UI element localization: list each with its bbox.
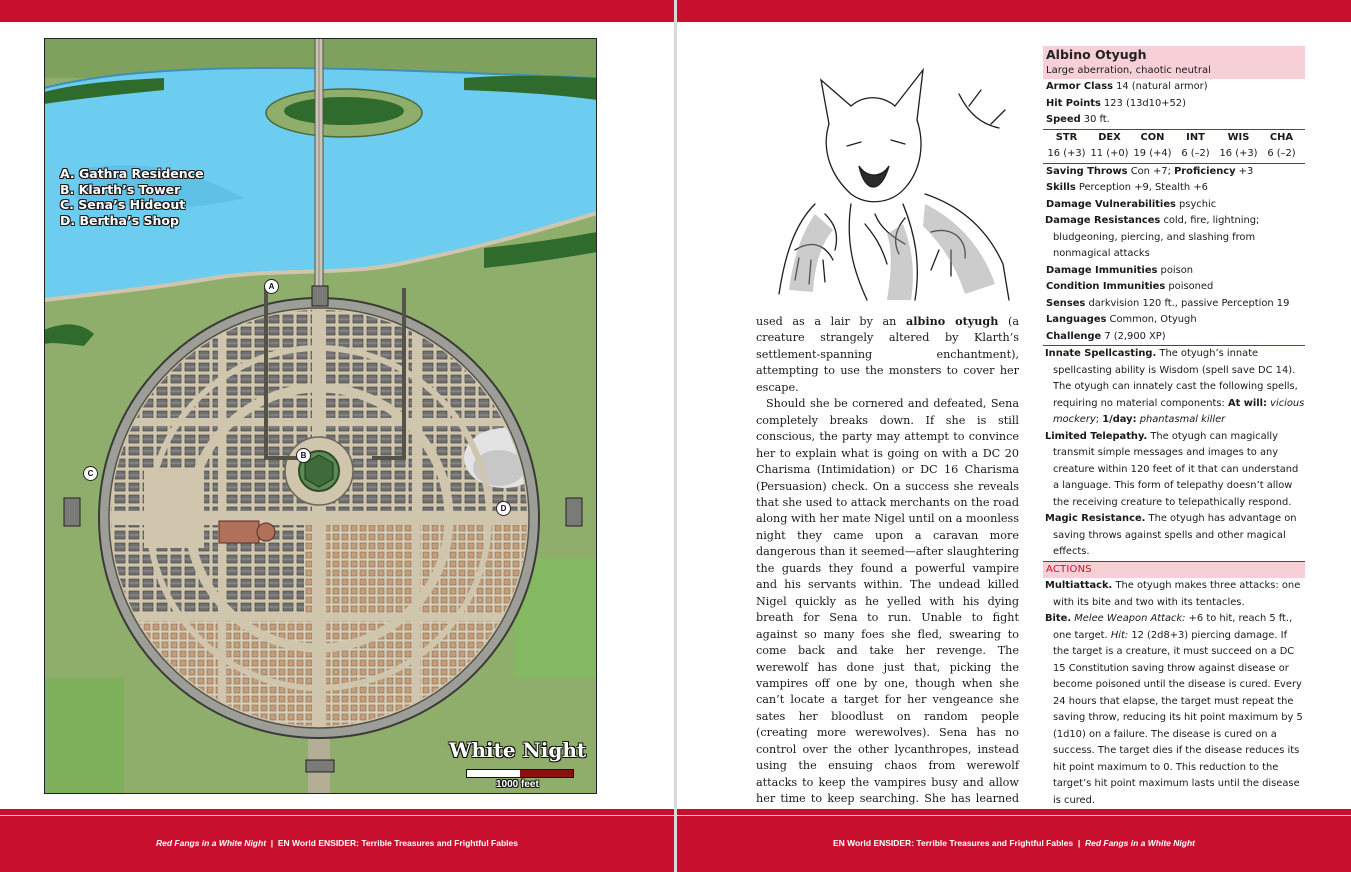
innate-spellcasting-name: Innate Spellcasting. bbox=[1045, 348, 1157, 359]
at-will-spell: vicious mockery bbox=[1053, 397, 1305, 425]
saving-throws-label: Saving Throws bbox=[1046, 165, 1128, 177]
ability-headers bbox=[1043, 130, 1305, 147]
narrative-p1-end: (a creature strangely altered by Klarth’s settlement-spanning enchantment), attempting to use the monsters to cover her escape. bbox=[756, 315, 1019, 394]
damage-immunities-value: poison bbox=[1160, 264, 1194, 276]
footer-separator: | bbox=[1077, 838, 1081, 848]
ability-str-value: 16 (+3) bbox=[1047, 148, 1086, 159]
senses-value: darkvision 120 ft., passive Perception 19 bbox=[1088, 297, 1290, 309]
ability-dex-header: DEX bbox=[1098, 131, 1121, 143]
ability-int-value: 6 (–2) bbox=[1181, 148, 1210, 159]
trait-limited-telepathy bbox=[1043, 429, 1305, 512]
ability-con-header: CON bbox=[1140, 131, 1165, 143]
narrative-p1-highlight: albino otyugh bbox=[906, 314, 999, 328]
per-day-label: 1/day: bbox=[1102, 414, 1137, 425]
trait-magic-resistance bbox=[1043, 511, 1305, 561]
at-will-label: At will: bbox=[1227, 397, 1267, 409]
top-red-band bbox=[677, 0, 1351, 22]
hit-points-label: Hit Points bbox=[1046, 97, 1101, 109]
damage-vulnerabilities-label: Damage Vulnerabilities bbox=[1046, 198, 1176, 210]
narrative-p1-start: used as a lair by an bbox=[756, 315, 906, 328]
narrative-paragraph-2: Should she be cornered and defeated, Sena completely breaks down. If she is still conscious, the party may attempt to convince her to explain what is going on with a DC 20 Charisma (Intimidation) or DC 16 Charisma (Persuasion) check. On a success she reveals that she used to attack merchants on the road along with her mate Nigel until on a moonless night they came upon a caravan more dangerous than it seemed—after slaughtering the guards they found a powerful vampire and his servants within. The undead killed Nigel quickly as he yelled with his dying breath for Sena to run. Unable to fight against so many foes she fled, swearing to come back and take her revenge. The werewolf has done just that, picking the vampires off one by one, though when she can’t locate a target for her vengeance she sates her bloodlust on random people (creating more werewolves). Sena has no control over the other lycanthropes, instead using the ensuing chaos from werewolf attacks to keep the vampires busy and allow her time to keep searching. She has learned bbox=[756, 397, 1019, 806]
left-footer bbox=[0, 838, 674, 848]
trait-innate-spellcasting bbox=[1043, 346, 1305, 429]
proficiency-label: Proficiency bbox=[1174, 165, 1236, 177]
city-map bbox=[44, 38, 597, 794]
armor-class-label: Armor Class bbox=[1046, 81, 1113, 92]
action-bite bbox=[1043, 611, 1305, 809]
skills-value: Perception +9, Stealth +6 bbox=[1078, 182, 1208, 193]
multiattack-name: Multiattack. bbox=[1045, 580, 1113, 591]
right-page bbox=[677, 0, 1351, 872]
footer-title: Red Fangs in a White Night bbox=[156, 838, 267, 848]
damage-resistances bbox=[1043, 213, 1305, 263]
bite-damage-text: 12 (2d8+3) piercing damage. If the target is a creature, it must succeed on a DC 15 Constitution saving throw against disease or become poisoned until the disease is cured. Every 24 hours that elapse, the target must repeat the saving throw, reducing its hit point maximum by 5 (1d10) on a failure. The disease is cured on a success. The target dies if the disease reduces its hit point maximum to 0. This reduction to the target’s hit point maximum lasts until the disease is cured. bbox=[1053, 629, 1303, 806]
map-scale-label: 1000 feet bbox=[496, 779, 539, 790]
narrative-paragraph-1 bbox=[756, 313, 1019, 396]
footer-title: Red Fangs in a White Night bbox=[1084, 838, 1195, 848]
damage-resistances-value: cold, fire, lightning; bludgeoning, piercing, and slashing from nonmagical attacks bbox=[1053, 215, 1260, 259]
speed-label: Speed bbox=[1046, 114, 1081, 125]
saving-throws bbox=[1043, 164, 1305, 181]
damage-resistances-label: Damage Resistances bbox=[1045, 215, 1161, 226]
limited-telepathy-name: Limited Telepathy. bbox=[1045, 430, 1148, 442]
map-marker-d: D bbox=[496, 501, 511, 516]
map-scale-bar bbox=[466, 769, 574, 778]
ability-wis-value: 16 (+3) bbox=[1219, 148, 1258, 159]
stat-block-header bbox=[1043, 46, 1305, 79]
top-red-band bbox=[0, 0, 674, 22]
languages bbox=[1043, 312, 1305, 329]
actions-header: ACTIONS bbox=[1043, 562, 1305, 579]
limited-telepathy-text: The otyugh can magically transmit simple messages and images to any creature within 120 feet of it that can understand a language. This form of telepathy doesn’t allow the receiving creature to telepathically respond. bbox=[1053, 430, 1299, 508]
ability-wis-header: WIS bbox=[1227, 131, 1250, 143]
map-marker-b: B bbox=[296, 448, 311, 463]
legend-item-d: D. Bertha’s Shop bbox=[60, 212, 179, 228]
legend-item-b: B. Klarth’s Tower bbox=[60, 181, 181, 197]
left-page bbox=[0, 0, 674, 872]
hit-points bbox=[1043, 96, 1305, 113]
damage-vulnerabilities-value: psychic bbox=[1179, 198, 1217, 210]
narrative-text bbox=[756, 313, 1019, 841]
armor-class-value: 14 (natural armor) bbox=[1116, 81, 1208, 92]
creature-type: Large aberration, chaotic neutral bbox=[1046, 65, 1211, 76]
werewolf-sketch-icon bbox=[755, 54, 1019, 306]
languages-value: Common, Otyugh bbox=[1109, 314, 1197, 325]
challenge bbox=[1043, 329, 1305, 346]
ability-dex-value: 11 (+0) bbox=[1090, 148, 1129, 159]
ability-cha-header: CHA bbox=[1269, 131, 1294, 143]
footer-book: EN World ENSIDER: Terrible Treasures and Frightful Fables bbox=[833, 838, 1074, 848]
map-title: White Night bbox=[449, 738, 587, 762]
senses bbox=[1043, 296, 1305, 313]
languages-label: Languages bbox=[1046, 314, 1107, 325]
ability-cha-value: 6 (–2) bbox=[1267, 148, 1296, 159]
speed bbox=[1043, 112, 1305, 129]
senses-label: Senses bbox=[1046, 297, 1086, 309]
stat-block bbox=[1043, 46, 1305, 809]
map-marker-a: A bbox=[264, 279, 279, 294]
ability-int-header: INT bbox=[1186, 131, 1205, 143]
map-legend bbox=[60, 166, 204, 228]
werewolf-illustration bbox=[755, 54, 1019, 306]
innate-spellcasting-text: The otyugh’s innate spellcasting ability is Wisdom (spell save DC 14). The otyugh can innately cast the following spells, requiring no material components: bbox=[1053, 348, 1298, 409]
footer-book: EN World ENSIDER: Terrible Treasures and Frightful Fables bbox=[277, 838, 518, 848]
bite-name: Bite. bbox=[1045, 613, 1072, 624]
damage-immunities bbox=[1043, 263, 1305, 280]
bite-hit-label: Hit: bbox=[1110, 629, 1129, 641]
speed-value: 30 ft. bbox=[1083, 114, 1110, 125]
creature-name: Albino Otyugh bbox=[1046, 47, 1147, 62]
proficiency-value: +3 bbox=[1238, 165, 1254, 177]
multiattack-text: The otyugh makes three attacks: one with its bite and two with its tentacles. bbox=[1053, 580, 1301, 608]
magic-resistance-text: The otyugh has advantage on saving throws against spells and other magical effects. bbox=[1053, 513, 1297, 557]
armor-class bbox=[1043, 79, 1305, 96]
map-marker-c: C bbox=[83, 466, 98, 481]
condition-immunities bbox=[1043, 279, 1305, 296]
challenge-value: 7 (2,900 XP) bbox=[1104, 330, 1166, 342]
ability-str-header: STR bbox=[1055, 131, 1078, 143]
condition-immunities-value: poisoned bbox=[1168, 281, 1214, 292]
damage-vulnerabilities bbox=[1043, 197, 1305, 214]
bite-attack-type: Melee Weapon Attack: bbox=[1074, 613, 1186, 624]
ability-con-value: 19 (+4) bbox=[1133, 148, 1172, 159]
ability-values bbox=[1043, 146, 1305, 163]
right-footer bbox=[677, 838, 1351, 848]
challenge-label: Challenge bbox=[1046, 330, 1102, 342]
bite-to-hit: +6 to hit, reach 5 ft., one target. bbox=[1053, 613, 1293, 641]
per-day-spell: phantasmal killer bbox=[1139, 414, 1226, 425]
condition-immunities-label: Condition Immunities bbox=[1046, 281, 1166, 292]
hit-points-value: 123 (13d10+52) bbox=[1103, 97, 1186, 109]
skills-label: Skills bbox=[1046, 182, 1076, 193]
action-multiattack bbox=[1043, 578, 1305, 611]
legend-item-a: A. Gathra Residence bbox=[60, 166, 204, 181]
saving-throws-value: Con +7; bbox=[1130, 165, 1171, 177]
city-map-artwork bbox=[44, 38, 597, 794]
spell-separator: ; bbox=[1095, 414, 1100, 425]
legend-item-c: C. Sena’s Hideout bbox=[60, 197, 186, 212]
magic-resistance-name: Magic Resistance. bbox=[1045, 513, 1146, 524]
skills bbox=[1043, 180, 1305, 197]
damage-immunities-label: Damage Immunities bbox=[1046, 264, 1158, 276]
footer-separator: | bbox=[270, 838, 274, 848]
